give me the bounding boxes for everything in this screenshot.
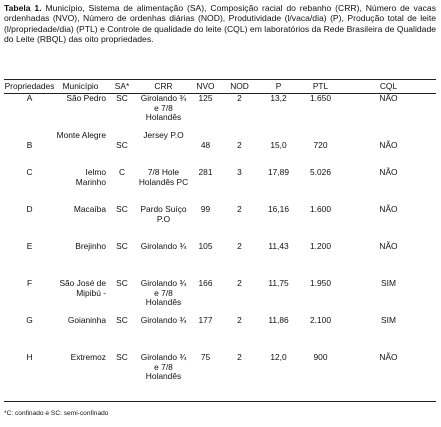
cell-cql: NÃO bbox=[379, 93, 398, 103]
cell-cql: NÃO bbox=[379, 140, 398, 150]
cell-municipio: Extremoz bbox=[70, 352, 106, 362]
header-cell: NVO bbox=[196, 81, 215, 92]
cell-nvo: 177 bbox=[198, 315, 213, 325]
cell-nod: 3 bbox=[237, 167, 242, 177]
cell-nvo: 99 bbox=[200, 204, 211, 214]
top-rule bbox=[4, 79, 436, 80]
cell-sa: SC bbox=[116, 352, 128, 362]
cell-nod: 2 bbox=[237, 241, 242, 251]
cell-propriedade: H bbox=[26, 352, 33, 362]
header-cell: PTL bbox=[312, 81, 329, 92]
caption-text: Município, Sistema de alimentação (SA), Composição racial do rebanho (CRR), Número de vacas ordenhadas (NVO), Número de ordenhas diárias (NOD), Produtividade (l/vaca/dia) (P), Produção total de leite (l/propriedade/dia) (PTL) e Controle de qualidade do leite (CQL) em laboratórios da Rede Brasileira de Qualidade do Leite (RBQL) das oito propriedades. bbox=[4, 3, 436, 45]
cell-municipio: Ielmo Marinho bbox=[75, 167, 106, 187]
cell-sa: SC bbox=[116, 241, 128, 251]
cell-nod: 2 bbox=[237, 93, 242, 103]
cell-p: 12,0 bbox=[270, 352, 287, 362]
cell-p: 11,75 bbox=[268, 278, 289, 288]
table-row bbox=[4, 315, 436, 352]
footnote: *C: confinado e SC: semi-confinado bbox=[4, 410, 109, 417]
cell-propriedade: G bbox=[26, 315, 33, 325]
cell-nod: 2 bbox=[237, 352, 242, 362]
cell-ptl: 900 bbox=[313, 352, 328, 362]
cell-ptl: 720 bbox=[313, 140, 328, 150]
cell-ptl: 2.100 bbox=[310, 315, 331, 325]
cell-sa: SC bbox=[116, 315, 128, 325]
cell-crr: Girolando ¾ bbox=[140, 241, 187, 251]
cell-nod: 2 bbox=[237, 278, 242, 288]
cell-municipio: São Pedro bbox=[66, 93, 106, 103]
cell-nvo: 105 bbox=[198, 241, 213, 251]
cell-crr: Jersey P.O bbox=[143, 130, 184, 140]
cell-cql: NÃO bbox=[379, 167, 398, 177]
table-row bbox=[4, 93, 436, 130]
cell-cql: NÃO bbox=[379, 241, 398, 251]
bottom-rule bbox=[4, 401, 436, 402]
cell-ptl: 1.200 bbox=[310, 241, 331, 251]
table-row bbox=[4, 278, 436, 315]
table-row bbox=[4, 352, 436, 384]
cell-ptl: 5.026 bbox=[310, 167, 331, 177]
cell-nvo: 125 bbox=[198, 93, 213, 103]
cell-municipio: Goianinha bbox=[67, 315, 106, 325]
cell-nvo: 166 bbox=[198, 278, 213, 288]
cell-crr: 7/8 Hole Holandês PC bbox=[138, 167, 189, 187]
header-cell: Município bbox=[62, 81, 99, 92]
header-cell: P bbox=[275, 81, 282, 92]
cell-municipio: Macaíba bbox=[73, 204, 106, 214]
cell-crr: Pardo Suíço P.O bbox=[140, 204, 187, 224]
cell-cql: SIM bbox=[381, 315, 396, 325]
cell-p: 11,86 bbox=[268, 315, 289, 325]
cell-crr: Girolando ¾ e 7/8 Holandês bbox=[140, 352, 187, 382]
cell-propriedade: B bbox=[26, 140, 33, 150]
table-row bbox=[4, 130, 436, 167]
cell-p: 15,0 bbox=[270, 140, 287, 150]
header-cell: NOD bbox=[230, 81, 249, 92]
table-row bbox=[4, 204, 436, 241]
cell-ptl: 1.950 bbox=[310, 278, 331, 288]
cell-ptl: 1.650 bbox=[310, 93, 331, 103]
cell-sa: SC bbox=[116, 204, 128, 214]
cell-nod: 2 bbox=[237, 315, 242, 325]
cell-p: 13,2 bbox=[270, 93, 287, 103]
cell-nod: 2 bbox=[237, 204, 242, 214]
cell-propriedade: D bbox=[26, 204, 33, 214]
table-caption bbox=[4, 3, 436, 45]
cell-nvo: 48 bbox=[200, 140, 211, 150]
cell-crr: Girolando ¾ e 7/8 Holandês bbox=[140, 278, 187, 308]
cell-municipio: São José de Mipibú - bbox=[59, 278, 106, 298]
cell-nvo: 75 bbox=[200, 352, 211, 362]
cell-propriedade: C bbox=[26, 167, 33, 177]
cell-crr: Girolando ¾ e 7/8 Holandês bbox=[140, 93, 187, 123]
cell-p: 11,43 bbox=[268, 241, 289, 251]
header-cell: SA* bbox=[114, 81, 130, 92]
cell-sa: SC bbox=[116, 140, 128, 150]
cell-crr: Girolando ¾ bbox=[140, 315, 187, 325]
header-cell: CRR bbox=[154, 81, 173, 92]
cell-cql: SIM bbox=[381, 278, 396, 288]
cell-propriedade: E bbox=[26, 241, 33, 251]
header-cell: Propriedades bbox=[4, 81, 55, 92]
cell-p: 17,89 bbox=[268, 167, 289, 177]
header-row bbox=[4, 81, 436, 93]
cell-municipio: Brejinho bbox=[75, 241, 106, 251]
cell-sa: SC bbox=[116, 93, 128, 103]
cell-ptl: 1.600 bbox=[310, 204, 331, 214]
cell-nvo: 281 bbox=[198, 167, 213, 177]
cell-propriedade: A bbox=[26, 93, 33, 103]
table-row bbox=[4, 167, 436, 204]
cell-sa: SC bbox=[116, 278, 128, 288]
cell-cql: NÃO bbox=[379, 352, 398, 362]
cell-municipio: Monte Alegre bbox=[56, 130, 106, 140]
cell-p: 16,16 bbox=[268, 204, 289, 214]
cell-cql: NÃO bbox=[379, 204, 398, 214]
cell-nod: 2 bbox=[237, 140, 242, 150]
data-table bbox=[4, 81, 436, 384]
cell-sa: C bbox=[118, 167, 126, 177]
table-row bbox=[4, 241, 436, 278]
header-cell: CQL bbox=[379, 81, 398, 92]
cell-propriedade: F bbox=[26, 278, 33, 288]
caption-label: Tabela 1. bbox=[4, 3, 42, 13]
